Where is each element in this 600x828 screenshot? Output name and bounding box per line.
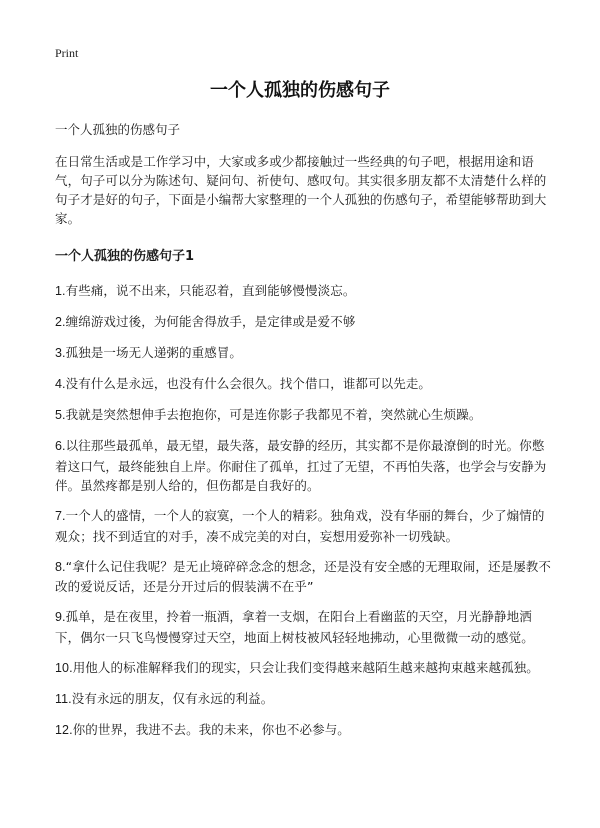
section-heading: 一个人孤独的伤感句子1	[55, 249, 195, 264]
sentence-text: 一个人的盛情，一个人的寂寞，一个人的精彩。独角戏，没有华丽的舞台，少了煽情的观众；找不到适宜的对手，凑不成完美的对白，妄想用爱弥补一切残缺。	[55, 508, 545, 544]
sentence-text: 以往那些最孤单，最无望，最失落，最安静的经历，其实都不是你最潦倒的时光。你憋着这口气，最终能独自上岸。你耐住了孤单，扛过了无望，不再怕失落，也学会与安静为伴。虽然疼都是别人给的，但伤都是自我好的。	[55, 438, 547, 493]
page-title: 一个人孤独的伤感句子	[210, 80, 390, 101]
sentence-item	[55, 374, 555, 395]
intro-paragraph: 在日常生活或是工作学习中，大家或多或少都接触过一些经典的句子吧，根据用途和语气，句子可以分为陈述句、疑问句、祈使句、感叹句。其实很多朋友都不太清楚什么样的句子才是好的句子，下面是小编帮大家整理的一个人孤独的伤感句子，希望能够帮助到大家。	[55, 154, 547, 226]
document-subtitle: 一个人孤独的伤感句子	[55, 122, 181, 137]
sentence-text: 用他人的标准解释我们的现实，只会让我们变得越来越陌生越来越拘束越来越孤独。	[72, 659, 539, 675]
sentence-item	[55, 607, 555, 647]
sentence-text: 没有什么是永远，也没有什么会很久。找个借口，谁都可以先走。	[65, 376, 432, 391]
sentence-text: 孤独是一场无人递粥的重感冒。	[65, 345, 243, 360]
sentence-number: 3.	[55, 346, 66, 360]
sentence-item	[55, 720, 555, 741]
sentence-text: 没有永远的朋友，仅有永远的利益。	[71, 690, 274, 706]
sentence-text: 有些痛，说不出来，只能忍着，直到能够慢慢淡忘。	[65, 283, 356, 298]
print-link[interactable]: Print	[55, 46, 79, 60]
sentence-item	[55, 281, 555, 302]
sentence-item	[55, 506, 555, 546]
sentence-number: 8.	[55, 559, 66, 574]
sentence-number: 12.	[55, 722, 73, 737]
document-body	[55, 120, 555, 751]
sentence-list	[55, 281, 555, 740]
sentence-item	[55, 557, 555, 597]
sentence-number: 6.	[55, 439, 66, 453]
sentence-number: 5.	[55, 408, 66, 422]
sentence-item	[55, 312, 555, 333]
sentence-number: 2.	[55, 315, 66, 329]
sentence-text: 你的世界，我进不去。我的未来，你也不必参与。	[72, 721, 350, 737]
sentence-text: 缠绵游戏过後，为何能舍得放手，是定律或是爱不够	[65, 314, 356, 329]
sentence-item	[55, 689, 555, 710]
sentence-number: 9.	[55, 610, 66, 624]
sentence-number: 1.	[55, 284, 66, 298]
sentence-text: 孤单，是在夜里，拎着一瓶酒，拿着一支烟，在阳台上看幽蓝的天空，月光静静地洒下，偶尔一只飞鸟慢慢穿过天空，地面上树枝被风轻轻地拂动，心里微微一动的感觉。	[55, 609, 534, 645]
sentence-number: 11.	[55, 691, 72, 706]
sentence-number: 4.	[55, 377, 66, 391]
sentence-text: “拿什么记住我呢？是无止境碎碎念念的想念，还是没有安全感的无理取闹，还是屡教不改的爱说反话，还是分开过后的假装满不在乎”	[55, 558, 552, 594]
sentence-number: 7.	[55, 509, 66, 523]
sentence-number: 10.	[55, 660, 73, 675]
sentence-item	[55, 658, 555, 679]
sentence-text: 我就是突然想伸手去抱抱你，可是连你影子我都见不着，突然就心生烦躁。	[65, 407, 482, 422]
sentence-item	[55, 405, 555, 426]
sentence-item	[55, 343, 555, 364]
sentence-item	[55, 436, 555, 496]
